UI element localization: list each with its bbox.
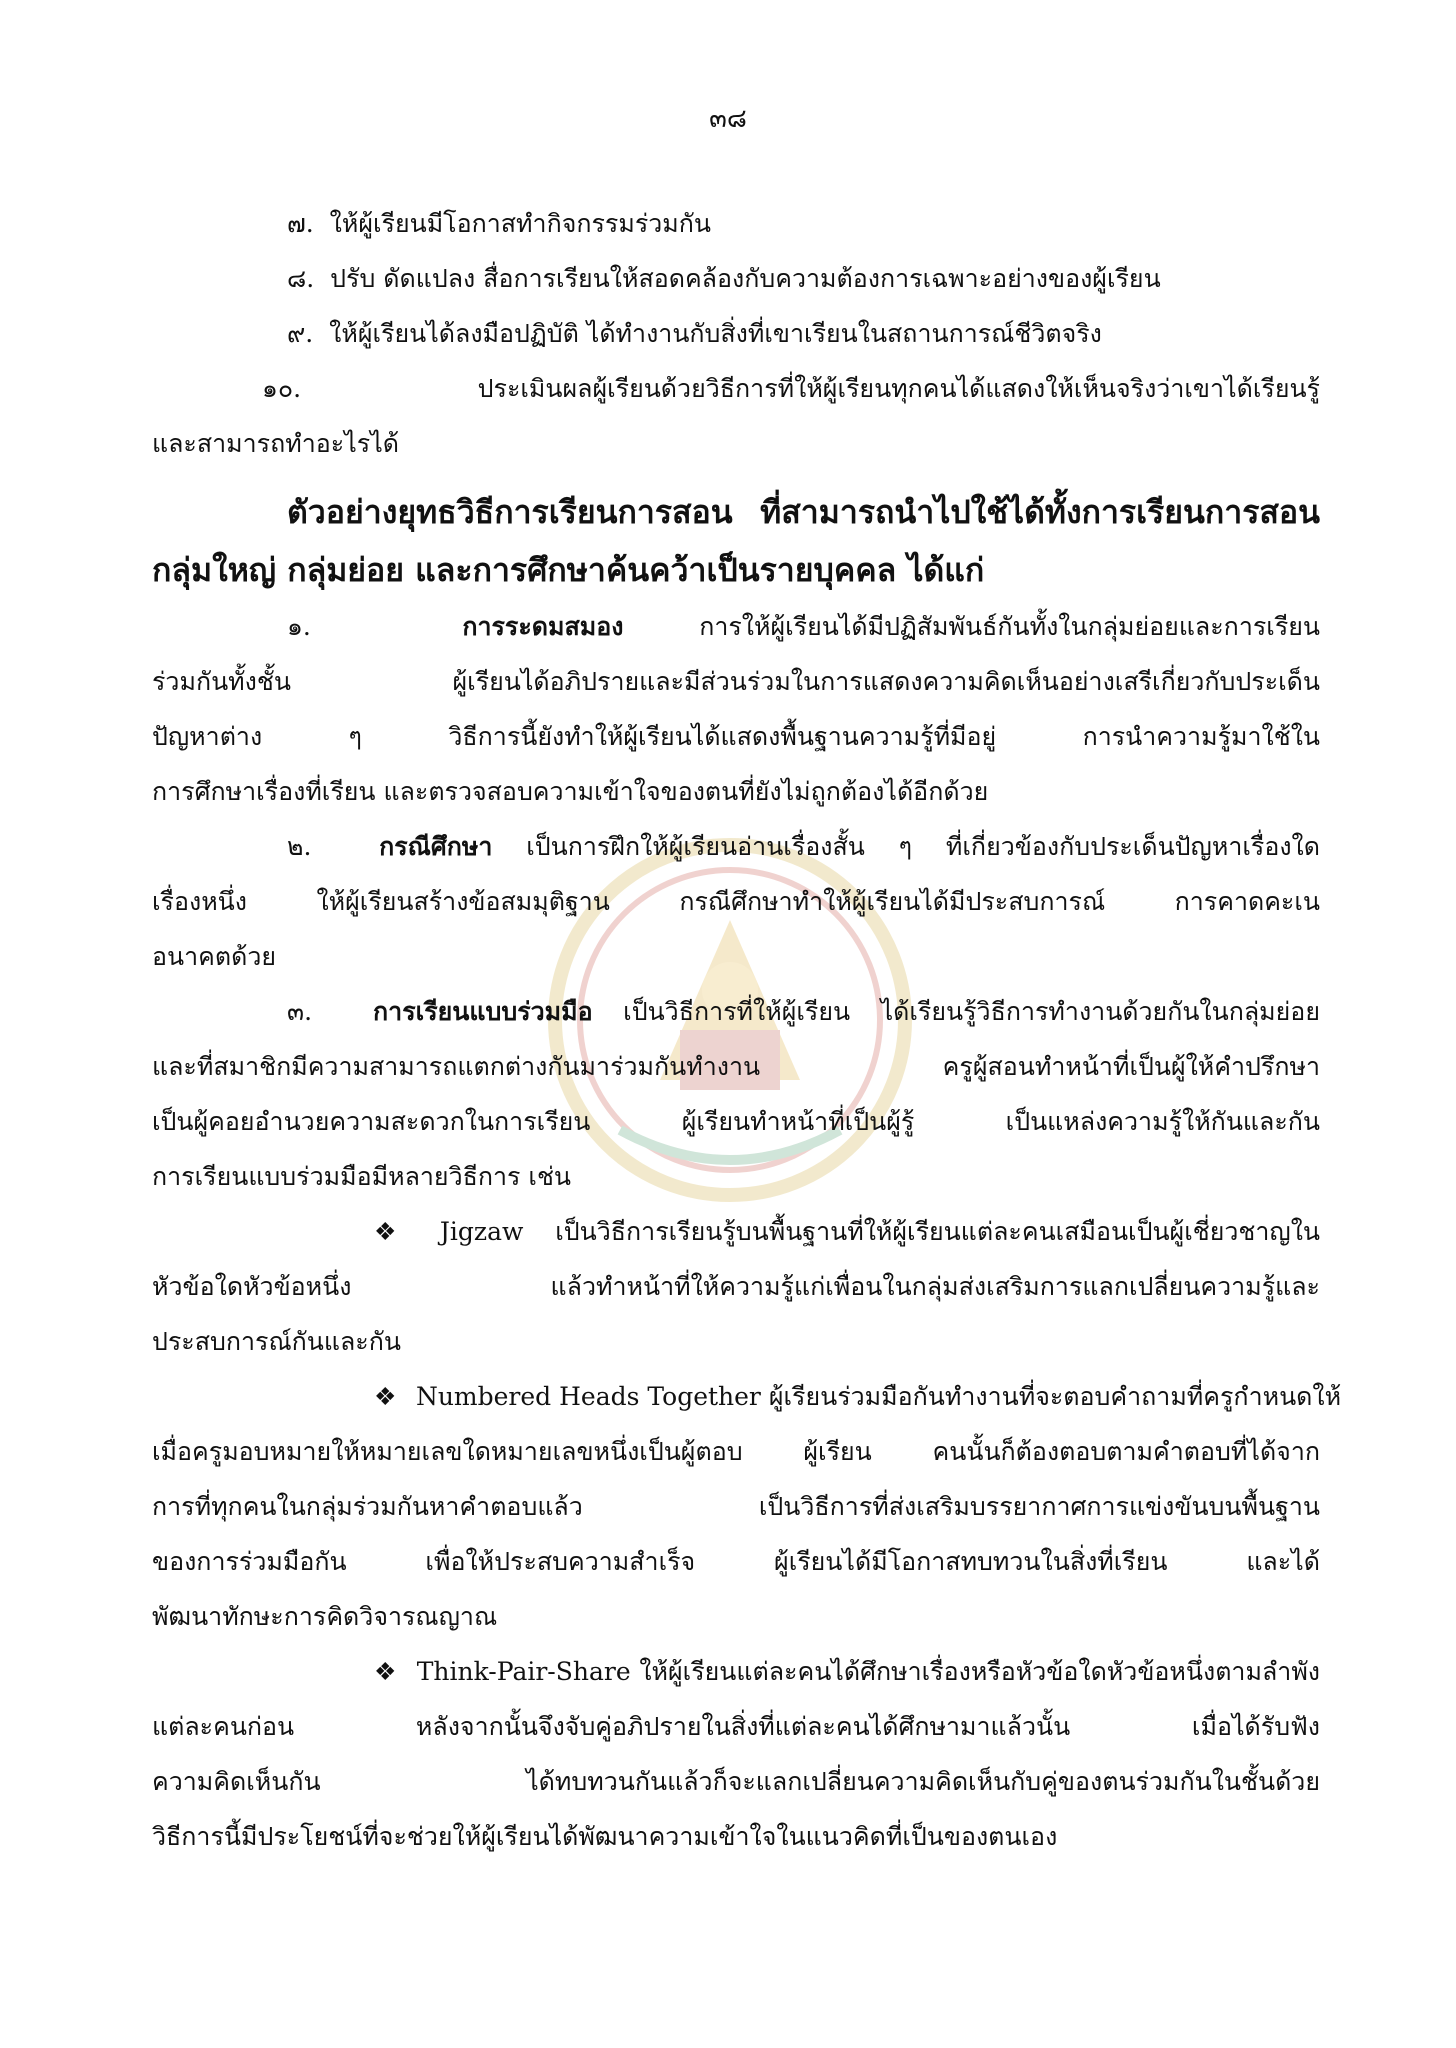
list-item-text: ให้ผู้เรียนมีโอกาสทำกิจกรรมร่วมกัน	[329, 209, 712, 238]
bullet-paragraph-line: ประสบการณ์กันและกัน	[152, 1327, 401, 1356]
list-item-text: ประเมินผลผู้เรียนด้วยวิธีการที่ให้ผู้เรียนทุกคนได้แสดงให้เห็นจริงว่าเขาได้เรียนรู้	[477, 374, 1320, 403]
strategy-text: เป็นวิธีการที่ให้ผู้เรียน ได้เรียนรู้วิธีการทำงานด้วยกันในกลุ่มย่อย	[623, 997, 1320, 1026]
strategy-paragraph-line: ปัญหาต่าง ๆ วิธีการนี้ยังทำให้ผู้เรียนได้แสดงพื้นฐานความรู้ที่มีอยู่ การนำความรู้มาใช้ใน	[152, 722, 1320, 751]
strategy-text: การให้ผู้เรียนได้มีปฏิสัมพันธ์กันทั้งในกลุ่มย่อยและการเรียน	[699, 612, 1320, 641]
section-heading-line: ตัวอย่างยุทธวิธีการเรียนการสอน ที่สามารถนำไปใช้ได้ทั้งการเรียนการสอน	[287, 493, 1320, 531]
diamond-bullet-icon: ❖	[374, 1382, 397, 1411]
bullet-text: Jigzaw เป็นวิธีการเรียนรู้บนพื้นฐานที่ให้ผู้เรียนแต่ละคนเสมือนเป็นผู้เชี่ยวชาญใน	[439, 1217, 1321, 1246]
list-item	[152, 251, 1320, 306]
strategy-paragraph-line	[152, 599, 1320, 654]
strategy-paragraph-line: เป็นผู้คอยอำนวยความสะดวกในการเรียน ผู้เรียนทำหน้าที่เป็นผู้รู้ เป็นแหล่งความรู้ให้กันและกัน	[152, 1107, 1320, 1136]
list-item-text: ให้ผู้เรียนได้ลงมือปฏิบัติ ได้ทำงานกับสิ่งที่เขาเรียนในสถานการณ์ชีวิตจริง	[329, 319, 1102, 348]
strategy-title: การเรียนแบบร่วมมือ	[373, 997, 593, 1026]
list-item	[152, 306, 1320, 361]
list-item	[152, 361, 1320, 416]
page-number: ๓๘	[709, 104, 747, 134]
bullet-paragraph-line: ของการร่วมมือกัน เพื่อให้ประสบความสำเร็จ ผู้เรียนได้มีโอกาสทบทวนในสิ่งที่เรียน และได้	[152, 1547, 1320, 1576]
bullet-text: Numbered Heads Together ผู้เรียนร่วมมือกันทำงานที่จะตอบคำถามที่ครูกำหนดให้	[415, 1382, 1342, 1411]
diamond-bullet-icon: ❖	[374, 1657, 397, 1686]
list-item	[152, 196, 1320, 251]
list-item-number: ๙.	[287, 319, 314, 348]
page-body	[152, 196, 1342, 1864]
strategy-number: ๓.	[287, 997, 313, 1026]
bullet-paragraph-line: เมื่อครูมอบหมายให้หมายเลขใดหมายเลขหนึ่งเป็นผู้ตอบ ผู้เรียน คนนั้นก็ต้องตอบตามคำตอบที่ได้จาก	[152, 1437, 1320, 1466]
bullet-paragraph-line: การที่ทุกคนในกลุ่มร่วมกันหาคำตอบแล้ว เป็นวิธีการที่ส่งเสริมบรรยากาศการแข่งขันบนพื้นฐาน	[152, 1492, 1320, 1521]
strategy-text: เป็นการฝึกให้ผู้เรียนอ่านเรื่องสั้น ๆ ที่เกี่ยวข้องกับประเด็นปัญหาเรื่องใด	[526, 832, 1320, 861]
bullet-paragraph-line: แต่ละคนก่อน หลังจากนั้นจึงจับคู่อภิปรายในสิ่งที่แต่ละคนได้ศึกษามาแล้วนั้น เมื่อได้รับฟัง	[152, 1712, 1320, 1741]
strategy-title: กรณีศึกษา	[379, 832, 493, 861]
strategy-paragraph-line	[152, 984, 1320, 1039]
section-heading-line: กลุ่มใหญ่ กลุ่มย่อย และการศึกษาค้นคว้าเป็นรายบุคคล ได้แก่	[152, 551, 985, 589]
strategy-paragraph-line: ร่วมกันทั้งชั้น ผู้เรียนได้อภิปรายและมีส่วนร่วมในการแสดงความคิดเห็นอย่างเสรีเกี่ยวกับประเด็น	[152, 667, 1320, 696]
bullet-text: Think-Pair-Share ให้ผู้เรียนแต่ละคนได้ศึกษาเรื่องหรือหัวข้อใดหัวข้อหนึ่งตามลำพัง	[416, 1657, 1320, 1686]
bullet-paragraph-line	[152, 1644, 1320, 1699]
strategy-paragraph-line: การเรียนแบบร่วมมือมีหลายวิธีการ เช่น	[152, 1162, 572, 1191]
strategy-number: ๑.	[287, 612, 311, 641]
strategy-paragraph-line: อนาคตด้วย	[152, 942, 277, 971]
strategy-paragraph-line	[152, 819, 1320, 874]
list-item-number: ๗.	[287, 209, 314, 238]
bullet-paragraph-line: วิธีการนี้มีประโยชน์ที่จะช่วยให้ผู้เรียนได้พัฒนาความเข้าใจในแนวคิดที่เป็นของตนเอง	[152, 1822, 1058, 1851]
strategy-number: ๒.	[287, 832, 312, 861]
bullet-paragraph-line	[152, 1204, 1320, 1259]
strategy-paragraph-line: การศึกษาเรื่องที่เรียน และตรวจสอบความเข้าใจของตนที่ยังไม่ถูกต้องได้อีกด้วย	[152, 777, 989, 806]
bullet-paragraph-line: หัวข้อใดหัวข้อหนึ่ง แล้วทำหน้าที่ให้ความรู้แก่เพื่อนในกลุ่มส่งเสริมการแลกเปลี่ยนความรู้และ	[152, 1272, 1320, 1301]
list-item-number: ๘.	[287, 264, 315, 293]
list-item-number: ๑๐.	[262, 374, 302, 403]
diamond-bullet-icon: ❖	[374, 1217, 397, 1246]
list-item-continuation: และสามารถทำอะไรได้	[152, 429, 400, 458]
bullet-paragraph-line: ความคิดเห็นกัน ได้ทบทวนกันแล้วก็จะแลกเปลี่ยนความคิดเห็นกับคู่ของตนร่วมกันในชั้นด้วย	[152, 1767, 1320, 1796]
strategy-paragraph-line: เรื่องหนึ่ง ให้ผู้เรียนสร้างข้อสมมุติฐาน กรณีศึกษาทำให้ผู้เรียนได้มีประสบการณ์ การคาดคะเน	[152, 887, 1320, 916]
bullet-paragraph-line: พัฒนาทักษะการคิดวิจารณญาณ	[152, 1602, 498, 1631]
list-item-text: ปรับ ดัดแปลง สื่อการเรียนให้สอดคล้องกับความต้องการเฉพาะอย่างของผู้เรียน	[330, 264, 1161, 293]
strategy-title: การระดมสมอง	[462, 612, 624, 641]
strategy-paragraph-line: และที่สมาชิกมีความสามารถแตกต่างกันมาร่วมกันทำงาน ครูผู้สอนทำหน้าที่เป็นผู้ให้คำปรึกษา	[152, 1052, 1320, 1081]
bullet-paragraph-line	[152, 1369, 1342, 1424]
